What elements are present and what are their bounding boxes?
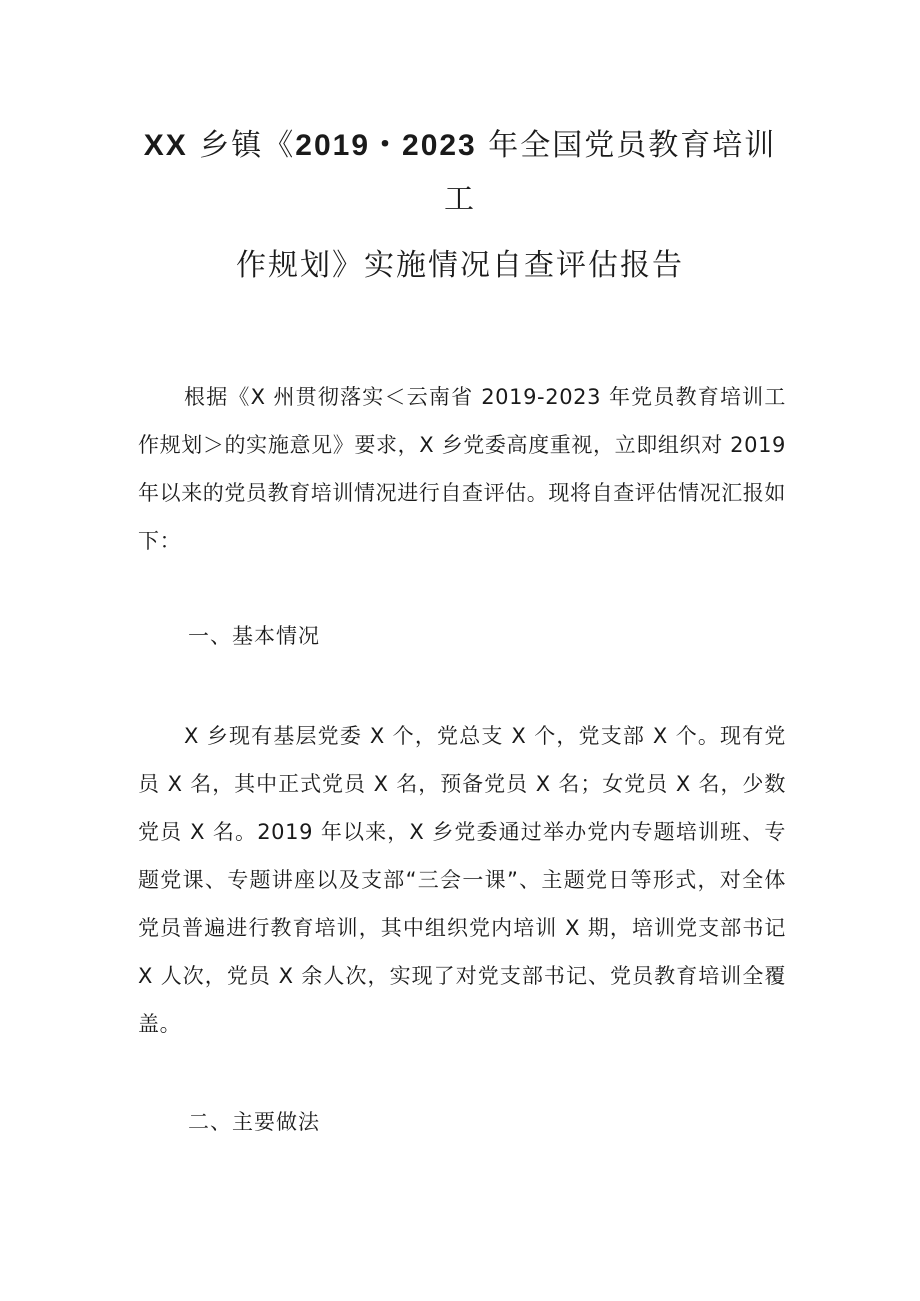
document-title-line-1 (100, 126, 820, 166)
title-main: 乡镇《 (187, 128, 296, 163)
section-heading-practices: 二、主要做法 (188, 1110, 320, 1134)
title-years: 2019・2023 (295, 129, 477, 162)
title-suffix: 年全国党员教育培训 (476, 128, 777, 163)
document-title-line-3: 作规划》实施情况自查评估报告 (236, 248, 684, 283)
title-prefix: XX (143, 129, 188, 162)
section-heading-basic: 一、基本情况 (188, 624, 320, 648)
document-title-line-2: 工 (444, 182, 476, 217)
intro-paragraph: 根据《X 州贯彻落实＜云南省 2019-2023 年党员教育培训工作规划＞的实施意见》要求，X 乡党委高度重视，立即组织对 2019 年以来的党员教育培训情况进行自查评估。现将自查评估情况汇报如下： (138, 385, 786, 553)
basic-situation-paragraph: X 乡现有基层党委 X 个，党总支 X 个，党支部 X 个。现有党员 X 名，其中正式党员 X 名，预备党员 X 名；女党员 X 名，少数党员 X 名。2019 年以来，X 乡党委通过举办党内专题培训班、专题党课、专题讲座以及支部“三会一课”、主题党日等形式，对全体党员普遍进行教育培训，其中组织党内培训 X 期，培训党支部书记 X 人次，党员 X 余人次，实现了对党支部书记、党员教育培训全覆盖。 (138, 724, 786, 1036)
